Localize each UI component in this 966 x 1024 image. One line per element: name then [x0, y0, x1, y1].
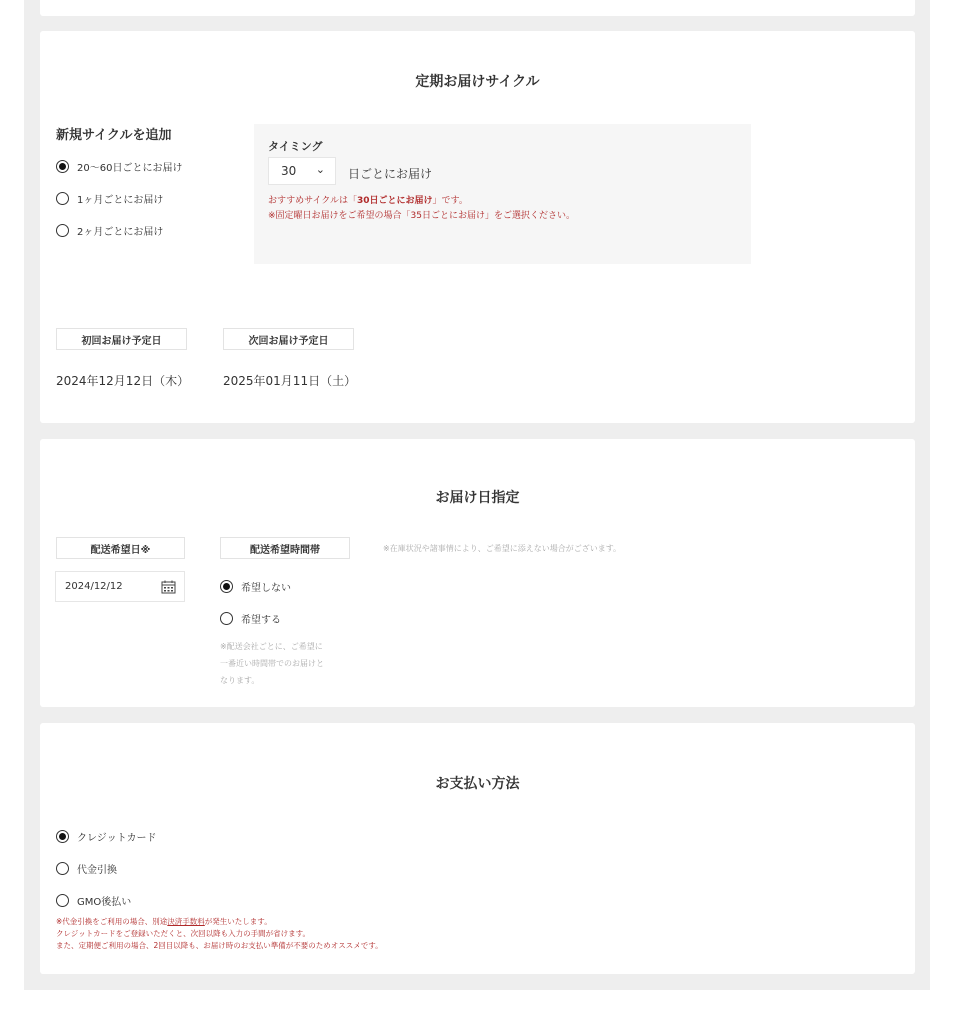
fixed-weekday-note: ※固定曜日お届けをご希望の場合「35日ごとにお届け」をご選択ください。 — [268, 211, 575, 221]
payment-option-cash-on-delivery[interactable] — [56, 861, 117, 876]
radio-unselected-icon — [220, 612, 233, 625]
payment-option-label: GMO後払い — [77, 897, 132, 908]
previous-section-card — [40, 0, 915, 16]
credit-card-note: クレジットカードをご登録いただくと、次回以降も入力の手間が省けます。 — [56, 929, 310, 938]
radio-unselected-icon — [56, 224, 69, 237]
first-delivery-label: 初回お届け予定日 — [56, 328, 187, 350]
calendar-icon[interactable] — [161, 580, 176, 597]
payment-method-section — [40, 723, 915, 974]
section-title: お支払い方法 — [435, 776, 520, 792]
stock-note: ※在庫状況や諸事情により、ご希望に添えない場合がございます。 — [383, 544, 622, 553]
recommended-cycle-note: おすすめサイクルは「30日ごとにお届け」です。 — [268, 196, 468, 206]
cycle-option-20-60-days[interactable] — [56, 159, 182, 174]
payment-option-label: クレジットカード — [77, 833, 157, 844]
settlement-fee-link[interactable]: 決済手数料 — [167, 917, 205, 926]
cycle-option-bimonthly[interactable] — [56, 223, 163, 238]
payment-option-label: 代金引換 — [77, 865, 117, 876]
delivery-cycle-section — [40, 31, 915, 423]
delivery-date-label: 配送希望日※ — [56, 537, 185, 559]
chevron-down-icon: ⌄ — [315, 163, 325, 176]
next-delivery-label: 次回お届け予定日 — [223, 328, 354, 350]
radio-unselected-icon — [56, 862, 69, 875]
radio-unselected-icon — [56, 192, 69, 205]
time-option-preferred[interactable] — [220, 611, 281, 626]
radio-selected-icon — [56, 830, 69, 843]
delivery-time-label: 配送希望時間帯 — [220, 537, 350, 559]
time-option-no-preference[interactable] — [220, 579, 291, 594]
section-title: お届け日指定 — [435, 490, 520, 506]
subscription-note: また、定期便ご利用の場合、2回目以降も、お届け時のお支払い準備が不要のためオススメです。 — [56, 941, 383, 950]
timing-label: タイミング — [268, 140, 323, 153]
cycle-option-monthly[interactable] — [56, 191, 163, 206]
payment-option-credit-card[interactable] — [56, 829, 156, 844]
cycle-days-select[interactable] — [268, 157, 336, 185]
cycle-option-label: 20〜60日ごとにお届け — [77, 163, 183, 174]
delivery-date-input[interactable] — [55, 571, 185, 602]
cycle-days-value: 30 — [281, 164, 297, 178]
payment-notes — [56, 916, 383, 952]
radio-unselected-icon — [56, 894, 69, 907]
cycle-option-label: 1ヶ月ごとにお届け — [77, 195, 164, 206]
delivery-date-value: 2024/12/12 — [65, 581, 123, 592]
first-delivery-date: 2024年12月12日（木） — [56, 374, 190, 388]
time-note: ※配送会社ごとに、ご希望に 一番近い時間帯でのお届けと なります。 — [220, 642, 324, 685]
time-option-label: 希望しない — [241, 583, 291, 594]
section-title: 定期お届けサイクル — [415, 74, 540, 90]
time-option-label: 希望する — [241, 615, 281, 626]
radio-selected-icon — [56, 160, 69, 173]
payment-option-gmo-deferred[interactable] — [56, 893, 131, 908]
add-cycle-title: 新規サイクルを追加 — [56, 128, 172, 143]
delivery-date-section — [40, 439, 915, 707]
next-delivery-date: 2025年01月11日（土） — [223, 374, 357, 388]
cycle-option-label: 2ヶ月ごとにお届け — [77, 227, 164, 238]
timing-panel — [254, 124, 751, 264]
cycle-days-suffix: 日ごとにお届け — [348, 167, 433, 181]
cash-on-delivery-fee-note: ※代金引換をご利用の場合、別途決済手数料が発生いたします。 — [56, 917, 272, 926]
radio-selected-icon — [220, 580, 233, 593]
